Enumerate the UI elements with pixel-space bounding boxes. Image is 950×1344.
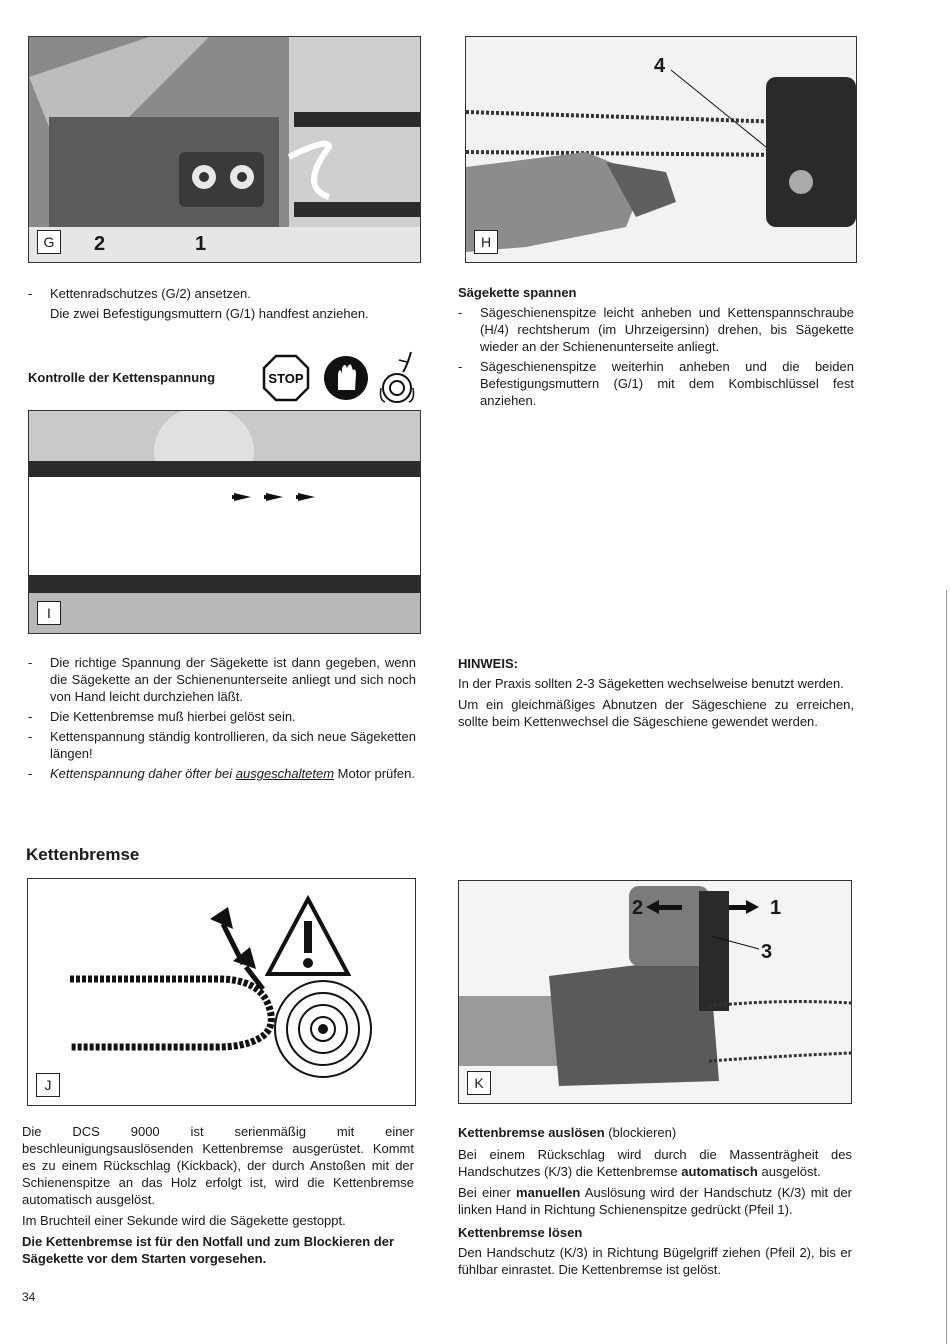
figure-label: H xyxy=(474,230,498,254)
ausloesen-p2-pre: Bei einer xyxy=(458,1185,517,1200)
figure-g xyxy=(28,36,421,263)
spannen-item: Sägeschienenspitze weiterhin anheben und die beiden Befestigungsmuttern (G/1) mit dem Kombischlüssel fest anziehen. xyxy=(480,359,854,408)
ausloesen-p2-post: Auslösung wird der Handschutz (K/3) mit der linken Hand in Richtung Schienenspitze gedrückt (Pfeil 1). xyxy=(458,1185,853,1217)
figure-k xyxy=(458,880,852,1104)
spannen-section: Sägekette spannen - Sägeschienenspitze leicht anheben und Kettenspannschraube (H/4) rechtsherum (im Uhrzeigersinn) drehen, bis Sägekette wieder an der Schienenunterseite anliegt. - Sägeschienenspitze weiterhin anheben und die beiden Befestigungsmuttern (G/1) mit dem Kombischlüssel fest anziehen. xyxy=(458,285,854,408)
figure-label: G xyxy=(37,230,61,254)
g-text-line1: Kettenradschutzes (G/2) ansetzen. xyxy=(50,286,251,301)
wrench-icon xyxy=(377,348,419,406)
callout-2: 2 xyxy=(94,233,106,255)
figure-j xyxy=(27,878,416,1106)
figure-label: I xyxy=(37,601,61,625)
chainsaw-sprocket-photo xyxy=(29,37,420,262)
ausloesen-heading: Kettenbremse auslösen xyxy=(458,1125,605,1140)
page-number: 34 xyxy=(22,1290,36,1304)
g-text: - Kettenradschutzes (G/2) ansetzen. Die zwei Befestigungsmuttern (G/1) handfest anziehen. xyxy=(28,285,423,322)
figure-label: K xyxy=(467,1071,491,1095)
callout-1: 1 xyxy=(770,897,782,919)
loesen-heading: Kettenbremse lösen xyxy=(458,1225,583,1240)
ausloesen-section xyxy=(458,1124,852,1278)
stop-sign-text: STOP xyxy=(268,371,304,386)
stop-icon xyxy=(262,354,310,402)
spannung-item: Die richtige Spannung der Sägekette ist dann gegeben, wenn die Sägekette an der Schienenunterseite anliegt und sich noch von Hand leicht durchziehen läßt. xyxy=(50,655,416,704)
callout-1: 1 xyxy=(195,233,207,255)
kettenbremse-text xyxy=(22,1123,414,1267)
kettenbremse-p3: Die Kettenbremse ist für den Notfall und zum Blockieren der Sägekette vor dem Starten vorgesehen. xyxy=(22,1234,395,1266)
ausloesen-heading-rest: (blockieren) xyxy=(604,1125,677,1140)
callout-2: 2 xyxy=(632,897,644,919)
hinweis-p1: In der Praxis sollten 2-3 Sägeketten wechselweise benutzt werden. xyxy=(458,676,844,691)
figure-i xyxy=(28,410,421,634)
spannung-last-post: Motor prüfen. xyxy=(334,766,415,781)
kickback-diagram xyxy=(28,879,415,1105)
spannung-last-underlined: ausgeschaltetem xyxy=(235,766,335,781)
chain-check-photo xyxy=(29,411,420,633)
ausloesen-p1-post: ausgelöst. xyxy=(757,1164,821,1179)
spannung-last-pre: Kettenspannung daher öfter bei xyxy=(50,766,236,781)
figure-h xyxy=(465,36,857,263)
spannung-item: Die Kettenbremse muß hierbei gelöst sein. xyxy=(50,709,296,724)
hinweis-heading: HINWEIS: xyxy=(458,656,518,671)
spannen-heading: Sägekette spannen xyxy=(458,285,577,300)
section-title: Kettenbremse xyxy=(26,845,140,864)
ausloesen-p2-bold: manuellen xyxy=(516,1185,581,1200)
gloves-icon xyxy=(322,354,370,402)
kontrolle-heading: Kontrolle der Kettenspannung xyxy=(28,370,216,385)
kettenbremse-p1: Die DCS 9000 ist serienmäßig mit einer beschleunigungsauslösenden Kettenbremse ausgerüstet. Kommt es zu einem Rückschlag (Kickback), der durch Anstoßen mit der Schienenspitze an das Holz erfolgt ist, wird die Kettenbremse automatisch ausgelöst. xyxy=(22,1124,414,1207)
spannen-item: Sägeschienenspitze leicht anheben und Kettenspannschraube (H/4) rechtsherum (im Uhrzeigersinn) drehen, bis Sägekette wieder an der Schienenunterseite anliegt. xyxy=(480,305,854,354)
chain-brake-photo xyxy=(459,881,851,1103)
ausloesen-p1-bold: automatisch xyxy=(681,1164,758,1179)
callout-4: 4 xyxy=(654,55,666,77)
callout-3: 3 xyxy=(761,941,773,963)
g-text-line2: Die zwei Befestigungsmuttern (G/1) handfest anziehen. xyxy=(50,306,369,321)
spannung-item: Kettenspannung ständig kontrollieren, da sich neue Sägeketten längen! xyxy=(50,729,416,761)
kettenbremse-p2: Im Bruchteil einer Sekunde wird die Sägekette gestoppt. xyxy=(22,1213,346,1228)
hinweis-p2: Um ein gleichmäßiges Abnutzen der Sägeschiene zu erreichen, sollte beim Kettenwechsel die Sägeschiene gewendet werden. xyxy=(458,697,854,729)
scan-edge-line xyxy=(946,590,947,1344)
ausloesen-p1-pre: Bei einem Rückschlag wird durch die Massenträgheit des Handschutzes (K/3) die Kettenbremse xyxy=(458,1147,852,1179)
spannung-list: - Die richtige Spannung der Sägekette ist dann gegeben, wenn die Sägekette an der Schienenunterseite anliegt und sich noch von Hand leicht durchziehen läßt. - Die Kettenbremse muß hierbei gelöst sein. - Kettenspannung ständig kontrollieren, da sich neue Sägeketten längen! - Kettenspannung daher öfter bei ausgeschaltetem Motor prüfen. xyxy=(28,655,416,781)
hinweis-section xyxy=(458,655,854,730)
figure-label: J xyxy=(36,1073,60,1097)
loesen-p1: Den Handschutz (K/3) in Richtung Bügelgriff ziehen (Pfeil 2), bis er fühlbar einrastet. Die Kettenbremse ist gelöst. xyxy=(458,1245,852,1277)
